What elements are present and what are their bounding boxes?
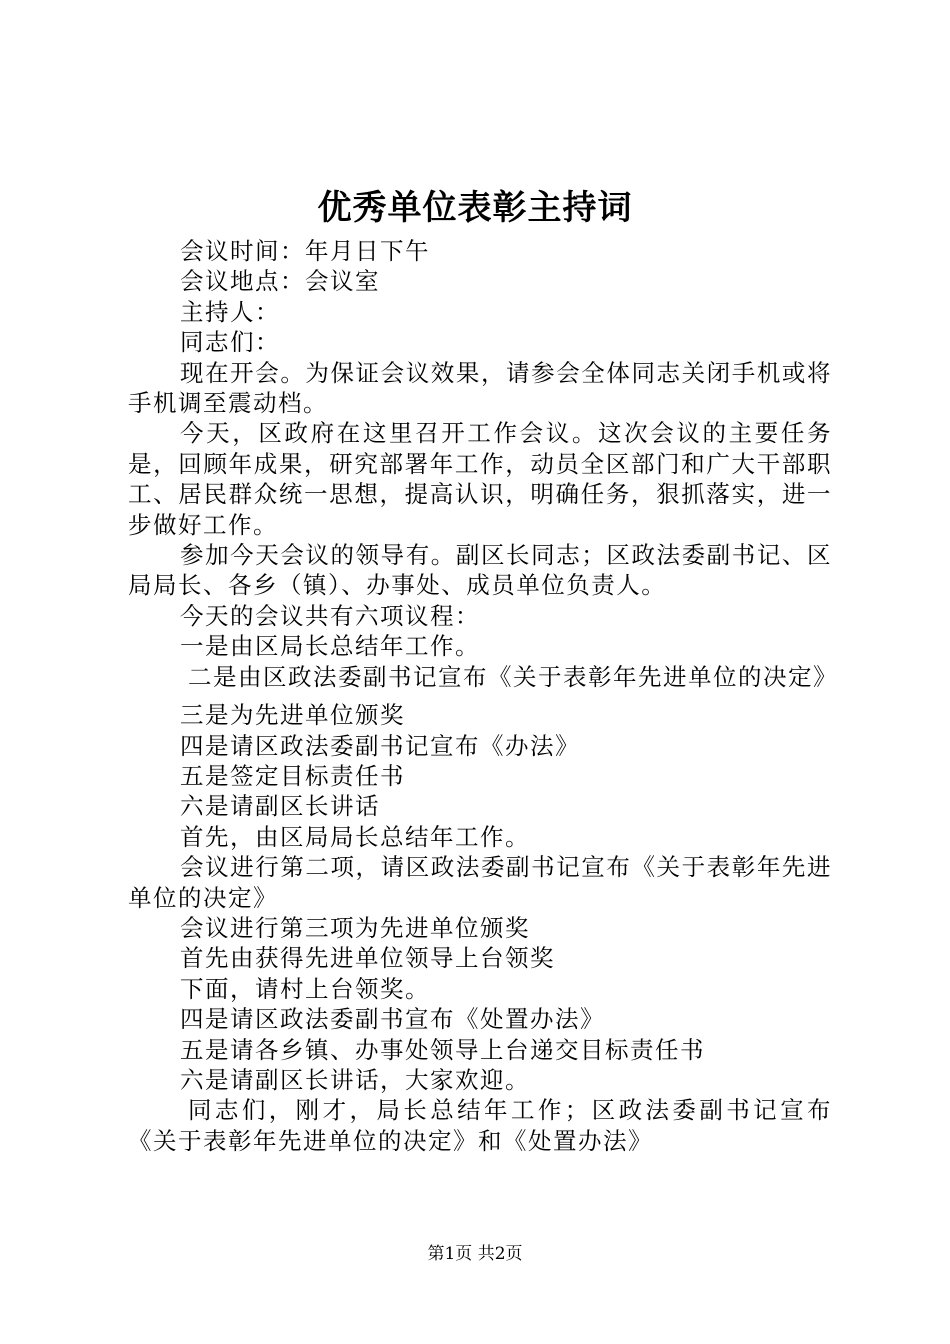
paragraph-meeting-time: 会议时间：年月日下午 xyxy=(180,237,430,265)
paragraph-sixth-item: 六是请副区长讲话，大家欢迎。 xyxy=(180,1065,530,1094)
paragraph-opening: 现在开会。为保证会议效果，请参会全体同志关闭手机或将手机调至震动档。 xyxy=(128,358,832,418)
paragraph-agenda-intro: 今天的会议共有六项议程： xyxy=(180,601,480,630)
document-body xyxy=(128,236,838,1156)
paragraph-agenda-2: 二是由区政法委副书记宣布《关于表彰年先进单位的决定》 xyxy=(188,662,838,691)
paragraph-agenda-4: 四是请区政法委副书记宣布《办法》 xyxy=(180,731,580,760)
paragraph-summary: 同志们，刚才，局长总结年工作；区政法委副书记宣布《关于表彰年先进单位的决定》和《处置办法》 xyxy=(128,1096,832,1155)
page-footer: 第1页 共2页 xyxy=(427,1244,523,1264)
paragraph-greeting: 同志们： xyxy=(180,328,280,357)
paragraph-attendees: 参加今天会议的领导有。副区长同志；区政法委副书记、区局局长、各乡（镇）、办事处、成员单位负责人。 xyxy=(128,541,832,600)
paragraph-first-item: 首先，由区局局长总结年工作。 xyxy=(180,822,530,851)
document-title: 优秀单位表彰主持词 xyxy=(317,188,633,228)
paragraph-award-village: 下面，请村上台领奖。 xyxy=(180,974,430,1003)
paragraph-host: 主持人： xyxy=(180,297,280,326)
paragraph-agenda-6: 六是请副区长讲话 xyxy=(180,792,380,821)
paragraph-purpose: 今天，区政府在这里召开工作会议。这次会议的主要任务是，回顾年成果，研究部署年工作，动员全区部门和广大干部职工、居民群众统一思想，提高认识，明确任务，狠抓落实，进一步做好工作。 xyxy=(128,419,832,539)
paragraph-third-item: 会议进行第三项为先进单位颁奖 xyxy=(180,913,530,942)
paragraph-meeting-location: 会议地点：会议室 xyxy=(180,267,380,296)
paragraph-second-item: 会议进行第二项，请区政法委副书记宣布《关于表彰年先进单位的决定》 xyxy=(128,853,832,912)
paragraph-fourth-item: 四是请区政法委副书宣布《处置办法》 xyxy=(180,1005,605,1034)
paragraph-fifth-item: 五是请各乡镇、办事处领导上台递交目标责任书 xyxy=(180,1035,705,1064)
paragraph-agenda-3: 三是为先进单位颁奖 xyxy=(180,701,405,730)
paragraph-agenda-1: 一是由区局长总结年工作。 xyxy=(180,632,480,661)
paragraph-award-leaders: 首先由获得先进单位领导上台领奖 xyxy=(180,944,555,973)
paragraph-agenda-5: 五是签定目标责任书 xyxy=(180,761,405,790)
